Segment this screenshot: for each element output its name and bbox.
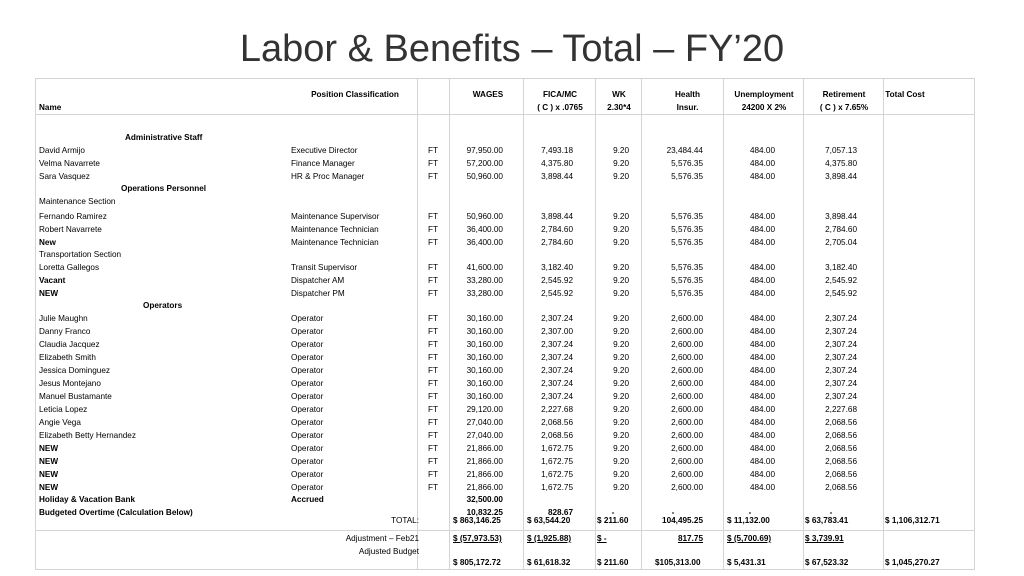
adjusted-health: $105,313.00 [655,558,701,567]
employee-name-cell: Julie Maughn [39,314,88,323]
wages-cell: 30,160.00 [466,366,503,375]
employee-name-cell: NEW [39,457,59,466]
wk-cell: 9.20 [613,379,629,388]
employment-type-cell: FT [427,263,438,272]
retirement-cell: 2,784.60 [825,225,857,234]
fica-cell: 2,307.24 [541,353,573,362]
unemployment-cell: 484.00 [749,238,775,247]
wk-cell: 9.20 [613,431,629,440]
wk-cell: 9.20 [613,172,629,181]
total-retirement: $ 63,783.41 [805,516,849,525]
fica-cell: 7,493.18 [541,146,573,155]
wk-cell: 9.20 [613,392,629,401]
position-cell: Operator [291,353,324,362]
fica-cell: 3,898.44 [541,172,573,181]
health-cell: 2,600.00 [671,444,703,453]
position-cell: Operator [291,327,324,336]
unemployment-cell: 484.00 [749,353,775,362]
health-cell: - [671,508,675,517]
position-cell: Executive Director [291,146,358,155]
position-cell: Operator [291,379,324,388]
employee-name-cell: Claudia Jacquez [39,340,100,349]
grid-line [35,114,975,115]
header-wk: WK [612,90,626,99]
wk-cell: 9.20 [613,340,629,349]
table-row [35,468,975,481]
position-cell: Operator [291,405,324,414]
total-unemployment: $ 11,132.00 [727,516,770,525]
adjustment-row [35,532,975,545]
position-cell: Finance Manager [291,159,355,168]
position-cell: Operator [291,366,324,375]
employee-name-cell: Danny Franco [39,327,91,336]
wages-cell: 41,600.00 [466,263,503,272]
table-row [35,223,975,236]
position-cell: HR & Proc Manager [291,172,365,181]
wk-cell: 9.20 [613,146,629,155]
wk-cell: 9.20 [613,327,629,336]
unemployment-cell: 484.00 [749,146,775,155]
table-row [35,182,975,195]
total-label: TOTAL: [391,516,419,525]
wages-cell: 97,950.00 [466,146,503,155]
table-row [35,248,975,261]
table-row [35,210,975,223]
employee-name-cell: New [39,238,56,247]
fica-cell: 2,545.92 [541,289,573,298]
employee-name-cell: Vacant [39,276,66,285]
table-row [35,416,975,429]
wages-cell: 21,866.00 [466,444,503,453]
unemployment-cell: 484.00 [749,379,775,388]
position-cell: Operator [291,314,324,323]
health-cell: 2,600.00 [671,314,703,323]
retirement-cell: 2,068.56 [825,431,857,440]
wk-cell: 9.20 [613,159,629,168]
header-row-1 [35,88,975,101]
table-row [35,403,975,416]
employee-name-cell: NEW [39,444,59,453]
fica-cell: 2,068.56 [541,418,573,427]
employment-type-cell: FT [427,212,438,221]
table-row [35,429,975,442]
employment-type-cell: FT [427,444,438,453]
wages-cell: 29,120.00 [466,405,503,414]
adjusted-retirement: $ 67,523.32 [805,558,849,567]
fica-cell: 2,307.24 [541,366,573,375]
wk-cell: 9.20 [613,418,629,427]
wk-cell: 9.20 [613,289,629,298]
unemployment-cell: 484.00 [749,340,775,349]
employment-type-cell: FT [427,392,438,401]
grid-line [35,530,975,531]
total-wages: $ 863,146.25 [453,516,501,525]
health-cell: 2,600.00 [671,366,703,375]
employee-name-cell: Budgeted Overtime (Calculation Below) [39,508,193,517]
table-row [35,493,975,506]
employment-type-cell: FT [427,172,438,181]
fica-cell: 2,545.92 [541,276,573,285]
employee-name-cell: Loretta Gallegos [39,263,100,272]
table-row [35,299,975,312]
fica-cell: 4,375.80 [541,159,573,168]
fica-cell: 2,068.56 [541,431,573,440]
header-retirement: Retirement [822,90,866,99]
employee-name-cell: Fernando Ramirez [39,212,107,221]
retirement-cell: 2,307.24 [825,366,857,375]
employee-name-cell: Velma Navarrete [39,159,100,168]
adjusted-budget-row [35,556,975,569]
wk-cell: 9.20 [613,457,629,466]
header-unemployment-rate: 24200 X 2% [741,103,787,112]
position-cell: Operator [291,470,324,479]
employee-name-cell: Operations Personnel [121,184,207,193]
fica-cell: 3,898.44 [541,212,573,221]
employee-name-cell: NEW [39,470,59,479]
retirement-cell: 3,182.40 [825,263,857,272]
employee-name-cell: Manuel Bustamante [39,392,112,401]
position-cell: Operator [291,418,324,427]
position-cell: Operator [291,483,324,492]
wages-cell: 57,200.00 [466,159,503,168]
unemployment-cell: 484.00 [749,289,775,298]
fica-cell: 1,672.75 [541,444,573,453]
adjustment-unemployment: $ (5,700.69) [727,534,772,543]
health-cell: 2,600.00 [671,470,703,479]
unemployment-cell: 484.00 [749,457,775,466]
health-cell: 23,484.44 [666,146,703,155]
wages-cell: 30,160.00 [466,327,503,336]
wages-cell: 30,160.00 [466,392,503,401]
unemployment-cell: 484.00 [749,405,775,414]
retirement-cell: 2,227.68 [825,405,857,414]
wages-cell: 27,040.00 [466,418,503,427]
wages-cell: 50,960.00 [466,172,503,181]
fica-cell: 2,307.24 [541,379,573,388]
wages-cell: 21,866.00 [466,483,503,492]
health-cell: 5,576.35 [671,238,703,247]
wk-cell: - [611,508,615,517]
wk-cell: 9.20 [613,314,629,323]
health-cell: 5,576.35 [671,225,703,234]
fica-cell: 2,227.68 [541,405,573,414]
table-row [35,195,975,208]
retirement-cell: 7,057.13 [825,146,857,155]
employee-name-cell: David Armijo [39,146,85,155]
health-cell: 5,576.35 [671,289,703,298]
health-cell: 5,576.35 [671,212,703,221]
table-row [35,312,975,325]
header-wages: WAGES [472,90,504,99]
retirement-cell: 3,898.44 [825,212,857,221]
unemployment-cell: 484.00 [749,444,775,453]
grid-line [35,78,975,79]
employment-type-cell: FT [427,483,438,492]
header-fica-rate: ( C ) x .0765 [537,103,583,112]
grid-line [35,569,975,570]
unemployment-cell: 484.00 [749,483,775,492]
wages-cell: 33,280.00 [466,276,503,285]
employment-type-cell: FT [427,418,438,427]
employment-type-cell: FT [427,340,438,349]
wages-cell: 21,866.00 [466,457,503,466]
unemployment-cell: 484.00 [749,314,775,323]
employment-type-cell: FT [427,353,438,362]
retirement-cell: 2,068.56 [825,470,857,479]
retirement-cell: 2,068.56 [825,457,857,466]
health-cell: 2,600.00 [671,483,703,492]
table-row [35,364,975,377]
page-title: Labor & Benefits – Total – FY’20 [239,28,785,70]
position-cell: Maintenance Supervisor [291,212,380,221]
health-cell: 2,600.00 [671,327,703,336]
wages-cell: 36,400.00 [466,225,503,234]
position-cell: Dispatcher AM [291,276,345,285]
header-name: Name [39,103,62,112]
wages-cell: 21,866.00 [466,470,503,479]
wk-cell: 9.20 [613,444,629,453]
health-cell: 2,600.00 [671,353,703,362]
health-cell: 2,600.00 [671,418,703,427]
health-cell: 5,576.35 [671,159,703,168]
unemployment-cell: 484.00 [749,366,775,375]
employment-type-cell: FT [427,314,438,323]
adjustment-label: Adjustment – Feb21 [345,534,419,543]
employee-name-cell: Operators [143,301,183,310]
table-row [35,377,975,390]
wk-cell: 9.20 [613,353,629,362]
adjusted-wk: $ 211.60 [597,558,629,567]
table-row [35,274,975,287]
table-row [35,390,975,403]
adjusted-unemployment: $ 5,431.31 [727,558,766,567]
adjusted-fica: $ 61,618.32 [527,558,571,567]
position-cell: Accrued [291,495,324,504]
unemployment-cell: 484.00 [749,327,775,336]
retirement-cell: 2,705.04 [825,238,857,247]
retirement-cell: 2,545.92 [825,289,857,298]
health-cell: 2,600.00 [671,431,703,440]
health-cell: 2,600.00 [671,457,703,466]
wk-cell: 9.20 [613,238,629,247]
retirement-cell: 2,068.56 [825,483,857,492]
table-row [35,157,975,170]
retirement-cell: 2,545.92 [825,276,857,285]
employee-name-cell: Holiday & Vacation Bank [39,495,136,504]
health-cell: 2,600.00 [671,340,703,349]
fica-cell: 1,672.75 [541,483,573,492]
fica-cell: 2,307.24 [541,314,573,323]
retirement-cell: 2,307.24 [825,314,857,323]
wk-cell: 9.20 [613,483,629,492]
employee-name-cell: NEW [39,289,59,298]
retirement-cell: 4,375.80 [825,159,857,168]
fica-cell: 1,672.75 [541,470,573,479]
unemployment-cell: 484.00 [749,159,775,168]
table-row [35,131,975,144]
wk-cell: 9.20 [613,276,629,285]
health-cell: 2,600.00 [671,392,703,401]
header-fica: FICA/MC [542,90,578,99]
wk-cell: 9.20 [613,366,629,375]
unemployment-cell: - [748,508,752,517]
retirement-cell: 2,307.24 [825,340,857,349]
position-cell: Dispatcher PM [291,289,345,298]
total-wk: $ 211.60 [597,516,629,525]
employment-type-cell: FT [427,457,438,466]
employee-name-cell: Robert Navarrete [39,225,102,234]
employment-type-cell: FT [427,238,438,247]
employee-name-cell: Elizabeth Betty Hernandez [39,431,136,440]
employment-type-cell: FT [427,366,438,375]
retirement-cell: 2,307.24 [825,353,857,362]
health-cell: 2,600.00 [671,379,703,388]
employment-type-cell: FT [427,225,438,234]
unemployment-cell: 484.00 [749,418,775,427]
position-cell: Maintenance Technician [291,225,379,234]
header-total-cost: Total Cost [885,90,925,99]
employee-name-cell: Maintenance Section [39,197,116,206]
retirement-cell: 2,068.56 [825,418,857,427]
position-cell: Operator [291,431,324,440]
unemployment-cell: 484.00 [749,392,775,401]
unemployment-cell: 484.00 [749,172,775,181]
table-row [35,338,975,351]
unemployment-cell: 484.00 [749,431,775,440]
fica-cell: 828.67 [547,508,573,517]
adjustment-wages: $ (57,973.53) [453,534,502,543]
employee-name-cell: NEW [39,483,59,492]
table-row [35,325,975,338]
adjustment-retirement: $ 3,739.91 [805,534,844,543]
adjustment-health: 817.75 [677,534,703,543]
fica-cell: 2,784.60 [541,225,573,234]
fica-cell: 2,307.24 [541,340,573,349]
fica-cell: 1,672.75 [541,457,573,466]
retirement-cell: 2,307.24 [825,327,857,336]
fica-cell: 3,182.40 [541,263,573,272]
table-row [35,144,975,157]
employment-type-cell: FT [427,146,438,155]
wk-cell: 9.20 [613,212,629,221]
labor-benefits-table [35,78,975,570]
position-cell: Operator [291,457,324,466]
table-row [35,351,975,364]
total-fica: $ 63,544.20 [527,516,571,525]
unemployment-cell: 484.00 [749,225,775,234]
employment-type-cell: FT [427,470,438,479]
header-health: Health [674,90,701,99]
position-cell: Operator [291,444,324,453]
fica-cell: 2,307.00 [541,327,573,336]
unemployment-cell: 484.00 [749,276,775,285]
fica-cell: 2,784.60 [541,238,573,247]
employee-name-cell: Jessica Dominguez [39,366,110,375]
header-unemployment: Unemployment [734,90,794,99]
header-health-sub: Insur. [676,103,699,112]
fica-cell: 2,307.24 [541,392,573,401]
employee-name-cell: Sara Vasquez [39,172,90,181]
employment-type-cell: FT [427,431,438,440]
adjustment-wk: $ - [597,534,607,543]
employment-type-cell: FT [427,327,438,336]
wages-cell: 30,160.00 [466,353,503,362]
table-row [35,442,975,455]
employment-type-cell: FT [427,276,438,285]
header-position: Position Classification [311,90,399,99]
wk-cell: 9.20 [613,470,629,479]
unemployment-cell: 484.00 [749,263,775,272]
wk-cell: 9.20 [613,405,629,414]
total-cost: $ 1,106,312.71 [885,516,940,525]
employee-name-cell: Administrative Staff [125,133,203,142]
adjustment-fica: $ (1,925.88) [527,534,572,543]
retirement-cell: 3,898.44 [825,172,857,181]
employment-type-cell: FT [427,379,438,388]
wages-cell: 10,832.25 [466,508,503,517]
employee-name-cell: Angie Vega [39,418,81,427]
retirement-cell: 2,307.24 [825,379,857,388]
health-cell: 2,600.00 [671,405,703,414]
health-cell: 5,576.35 [671,172,703,181]
wages-cell: 36,400.00 [466,238,503,247]
adjusted-wages: $ 805,172.72 [453,558,501,567]
employee-name-cell: Leticia Lopez [39,405,88,414]
wages-cell: 50,960.00 [466,212,503,221]
employee-name-cell: Jesus Montejano [39,379,101,388]
unemployment-cell: 484.00 [749,212,775,221]
employment-type-cell: FT [427,289,438,298]
wages-cell: 30,160.00 [466,340,503,349]
unemployment-cell: 484.00 [749,470,775,479]
wk-cell: 9.20 [613,263,629,272]
position-cell: Transit Supervisor [291,263,358,272]
position-cell: Operator [291,392,324,401]
wages-cell: 30,160.00 [466,379,503,388]
retirement-cell: - [829,508,833,517]
employee-name-cell: Transportation Section [39,250,122,259]
total-health: 104,495.25 [662,516,703,525]
wages-cell: 30,160.00 [466,314,503,323]
total-row [35,514,975,527]
retirement-cell: 2,307.24 [825,392,857,401]
table-row [35,261,975,274]
employee-name-cell: Elizabeth Smith [39,353,96,362]
adjusted-total: $ 1,045,270.27 [885,558,940,567]
health-cell: 5,576.35 [671,276,703,285]
wages-cell: 32,500.00 [466,495,503,504]
employment-type-cell: FT [427,159,438,168]
adjusted-budget-label: Adjusted Budget [358,547,419,556]
position-cell: Maintenance Technician [291,238,379,247]
employment-type-cell: FT [427,405,438,414]
wages-cell: 33,280.00 [466,289,503,298]
wk-cell: 9.20 [613,225,629,234]
retirement-cell: 2,068.56 [825,444,857,453]
header-retirement-rate: ( C ) x 7.65% [819,103,869,112]
header-row-2 [35,101,975,114]
header-wk-rate: 2.30*4 [607,103,631,112]
health-cell: 5,576.35 [671,263,703,272]
position-cell: Operator [291,340,324,349]
table-row [35,455,975,468]
wages-cell: 27,040.00 [466,431,503,440]
